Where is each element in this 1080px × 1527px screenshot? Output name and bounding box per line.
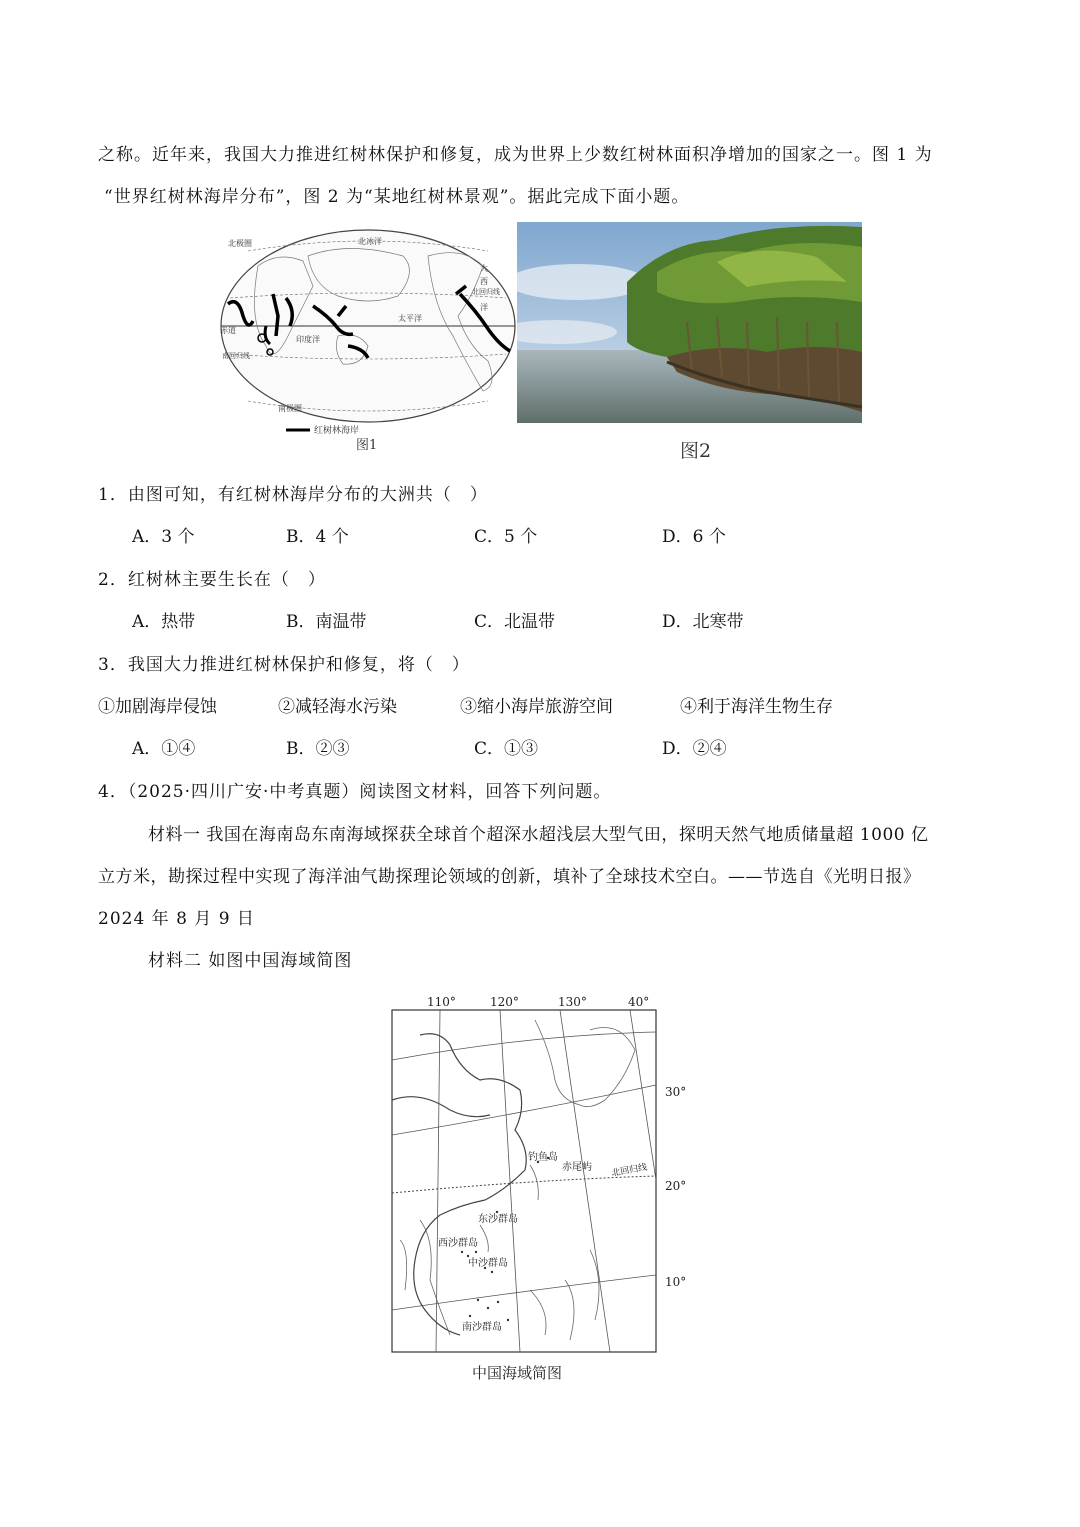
lat-label-30: 30° (665, 1085, 687, 1099)
place-chiwei: 赤尾屿 (562, 1162, 592, 1173)
q1-option-c[interactable]: C．5 个 (474, 527, 538, 547)
material-1-line-2: 立方米，勘探过程中实现了海洋油气勘探理论领域的创新，填补了全球技术空白。——节选自《光明日报》 (98, 867, 921, 887)
q3-statement-3: ③缩小海岸旅游空间 (460, 697, 613, 717)
label-arctic-ocean: 北冰洋 (358, 237, 382, 246)
q2-option-d[interactable]: D．北寒带 (662, 612, 744, 632)
q2-option-b[interactable]: B．南温带 (286, 612, 367, 632)
question-4-stem: 4．（2025·四川广安·中考真题）阅读图文材料，回答下列问题。 (98, 782, 612, 802)
place-zhongsha: 中沙群岛 (468, 1258, 508, 1269)
label-arctic-circle: 北极圈 (228, 239, 252, 248)
lon-label-110: 110° (427, 995, 456, 1009)
material-1-line-1: 材料一 我国在海南岛东南海域探获全球首个超深水超浅层大型气田，探明天然气地质储量超 1000 亿 (148, 825, 929, 845)
label-atlantic-2: 西 (480, 277, 488, 286)
figure-2-mangrove-photo (517, 222, 862, 423)
lon-label-130: 130° (558, 995, 587, 1009)
label-tropic-cancer: 北回归线 (472, 288, 500, 296)
question-3-stem: 3．我国大力推进红树林保护和修复，将（ ） (98, 655, 470, 675)
q3-option-b[interactable]: B．②③ (286, 739, 350, 759)
label-equator: 赤道 (220, 326, 236, 335)
intro-line-1: 之称。近年来，我国大力推进红树林保护和修复，成为世界上少数红树林面积净增加的国家之一。图 1 为 (98, 145, 933, 165)
map-caption: 中国海域简图 (472, 1364, 563, 1382)
place-xisha: 西沙群岛 (438, 1238, 478, 1249)
label-atlantic-1: 大 (480, 264, 488, 273)
q3-option-d[interactable]: D．②④ (662, 739, 727, 759)
q1-option-b[interactable]: B．4 个 (286, 527, 349, 547)
label-pacific: 太平洋 (398, 314, 422, 323)
label-tropic-capricorn: 南回归线 (222, 352, 250, 360)
legend-label: 红树林海岸 (314, 426, 360, 436)
material-2: 材料二 如图中国海域简图 (148, 951, 353, 971)
lon-label-120: 120° (490, 995, 519, 1009)
label-indian: 印度洋 (296, 335, 320, 344)
q1-option-a[interactable]: A．3 个 (132, 527, 195, 547)
figure-1-caption: 图1 (356, 438, 378, 453)
label-antarctic-circle: 南极圈 (278, 404, 302, 413)
q2-option-a[interactable]: A．热带 (132, 612, 196, 632)
q3-statement-2: ②减轻海水污染 (278, 697, 397, 717)
lon-label-40: 40° (628, 995, 650, 1009)
q3-statement-1: ①加剧海岸侵蚀 (98, 697, 217, 717)
label-atlantic-3: 洋 (480, 303, 488, 312)
place-nansha: 南沙群岛 (462, 1322, 502, 1333)
place-dongsha: 东沙群岛 (478, 1214, 518, 1225)
intro-line-2: “世界红树林海岸分布”，图 2 为“某地红树林景观”。据此完成下面小题。 (104, 187, 690, 207)
lat-label-10: 10° (665, 1275, 687, 1289)
figure-2-caption: 图2 (680, 440, 712, 462)
place-tropic-cancer: 北回归线 (610, 1162, 648, 1179)
q3-statement-4: ④利于海洋生物生存 (680, 697, 833, 717)
lat-label-20: 20° (665, 1179, 687, 1193)
question-1-stem: 1．由图可知，有红树林海岸分布的大洲共（ ） (98, 485, 488, 505)
figure-1-world-map (218, 226, 518, 456)
material-1-line-3: 2024 年 8 月 9 日 (98, 909, 255, 929)
q2-option-c[interactable]: C．北温带 (474, 612, 556, 632)
question-2-stem: 2．红树林主要生长在（ ） (98, 570, 326, 590)
figure-china-seas-map (380, 990, 690, 1390)
q1-option-d[interactable]: D．6 个 (662, 527, 726, 547)
place-diaoyu: 钓鱼岛 (528, 1152, 558, 1163)
q3-option-a[interactable]: A．①④ (132, 739, 196, 759)
q3-option-c[interactable]: C．①③ (474, 739, 539, 759)
